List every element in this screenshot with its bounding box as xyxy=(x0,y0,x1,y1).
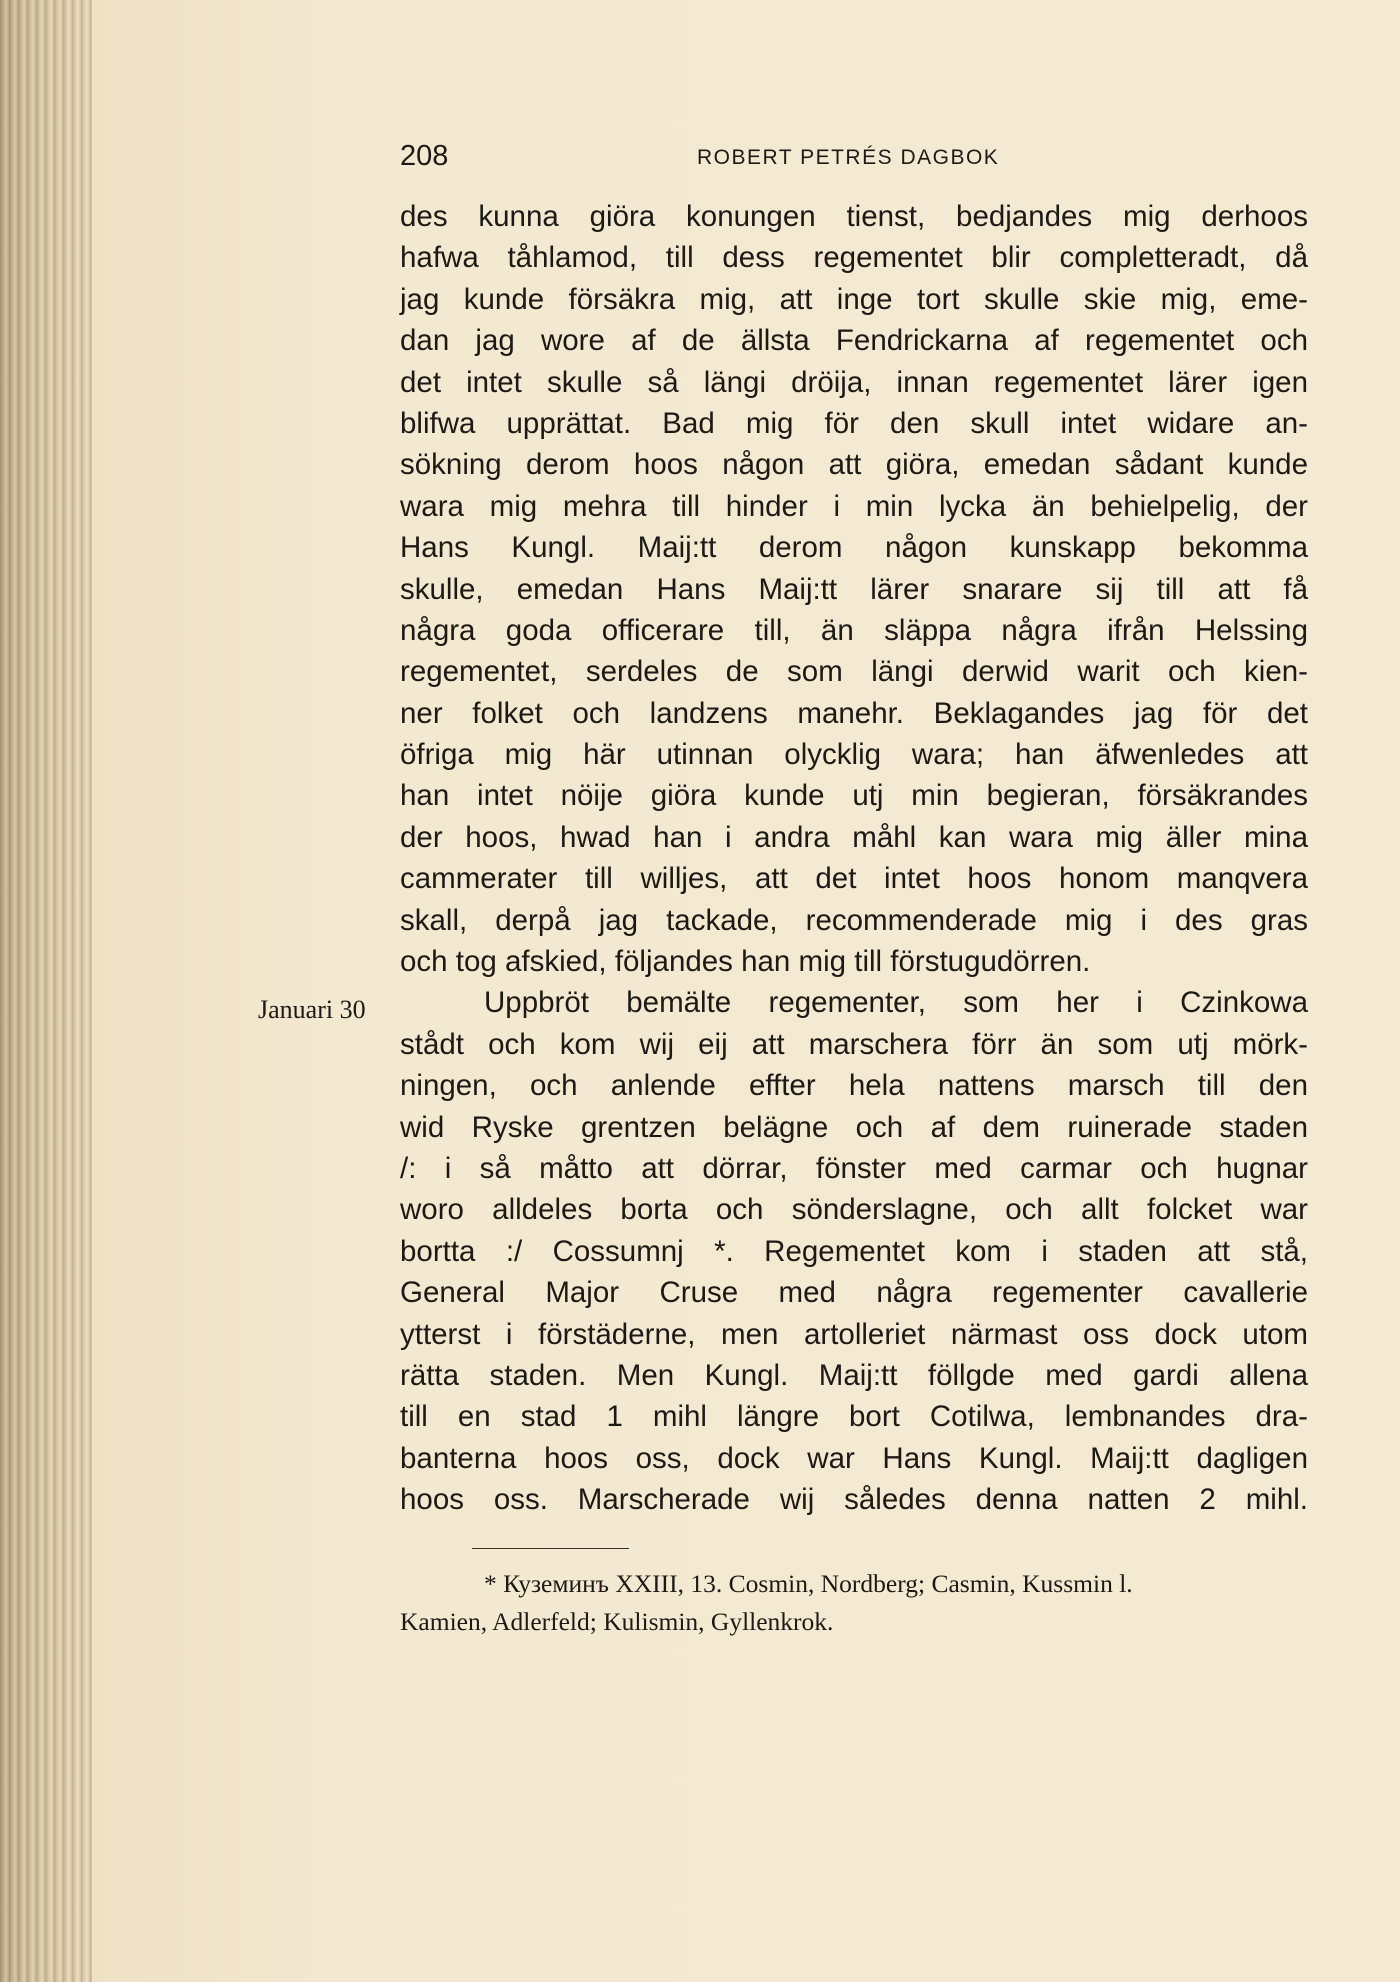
text-line: rätta staden. Men Kungl. Maij:tt föllgde med gardi allena xyxy=(400,1358,1308,1392)
text-line: woro alldeles borta och sönderslagne, och allt folcket war xyxy=(400,1193,1308,1227)
text-line: des kunna giöra konungen tienst, bedjandes mig derhoos xyxy=(400,200,1308,233)
text-line: hafwa tåhlamod, till dess regementet blir completteradt, då xyxy=(400,241,1308,275)
text-line: skulle, emedan Hans Maij:tt lärer snarare sij till att få xyxy=(400,572,1308,606)
text-line: några goda officerare till, än släppa några ifrån Helssing xyxy=(400,613,1308,647)
text-line: blifwa upprättat. Bad mig för den skull intet widare an- xyxy=(400,406,1308,440)
text-line: General Major Cruse med några regementer cavallerie xyxy=(400,1276,1308,1310)
footnote xyxy=(400,1565,1308,1641)
text-line: han intet nöije giöra kunde utj min begieran, försäkrandes xyxy=(400,779,1308,813)
text-line: Uppbröt bemälte regementer, som her i Czinkowa xyxy=(484,986,1308,1020)
text-line: stådt och kom wij eij att marschera förr än som utj mörk- xyxy=(400,1027,1308,1061)
text-line: det intet skulle så längi dröija, innan regementet lärer igen xyxy=(400,365,1308,399)
text-line: wid Ryske grentzen belägne och af dem ruinerade staden xyxy=(400,1110,1308,1144)
text-line: och tog afskied, följandes han mig till förstugudörren. xyxy=(400,945,1091,979)
footnote-line: Kamien, Adlerfeld; Kulismin, Gyllenkrok. xyxy=(400,1607,834,1636)
text-line: wara mig mehra till hinder i min lycka än behielpelig, der xyxy=(400,489,1308,523)
page-number: 208 xyxy=(400,140,449,172)
text-line: banterna hoos oss, dock war Hans Kungl. Maij:tt dagligen xyxy=(400,1441,1308,1475)
text-line: Hans Kungl. Maij:tt derom någon kunskapp bekomma xyxy=(400,531,1308,565)
text-line: till en stad 1 mihl längre bort Cotilwa, lembnandes dra- xyxy=(400,1400,1308,1434)
book-binding-edge xyxy=(0,0,92,1982)
footnote-line: * Куземинъ XXIII, 13. Cosmin, Nordberg; Casmin, Kussmin l. xyxy=(484,1569,1133,1598)
text-line: der hoos, hwad han i andra måhl kan wara mig äller mina xyxy=(400,820,1308,854)
running-head: ROBERT PETRÉS DAGBOK xyxy=(697,146,1000,169)
footnote-separator xyxy=(472,1548,629,1549)
text-line: sökning derom hoos någon att giöra, emedan sådant kunde xyxy=(400,448,1308,482)
body-text xyxy=(400,196,1308,1521)
text-line: /: i så måtto att dörrar, fönster med carmar och hugnar xyxy=(400,1151,1308,1185)
text-line: regementet, serdeles de som längi derwid warit och kien- xyxy=(400,655,1308,689)
text-line: cammerater till willjes, att det intet hoos honom manqvera xyxy=(400,862,1308,896)
text-line: skall, derpå jag tackade, recommenderade mig i des gras xyxy=(400,903,1308,937)
text-line: ner folket och landzens manehr. Beklagandes jag för det xyxy=(400,696,1308,730)
text-line: ytterst i förstäderne, men artolleriet närmast oss dock utom xyxy=(400,1317,1308,1351)
margin-date-note: Januari 30 xyxy=(258,995,366,1024)
text-line: dan jag wore af de ällsta Fendrickarna af regementet och xyxy=(400,324,1308,358)
text-line: hoos oss. Marscherade wij således denna natten 2 mihl. xyxy=(400,1483,1308,1517)
text-line: öfriga mig här utinnan olycklig wara; han äfwenledes att xyxy=(400,738,1308,772)
text-line: jag kunde försäkra mig, att inge tort skulle skie mig, eme- xyxy=(400,282,1308,316)
text-line: ningen, och anlende effter hela nattens marsch till den xyxy=(400,1069,1308,1103)
text-line: bortta :/ Cossumnj *. Regementet kom i staden att stå, xyxy=(400,1234,1308,1268)
page-header xyxy=(400,140,1300,180)
